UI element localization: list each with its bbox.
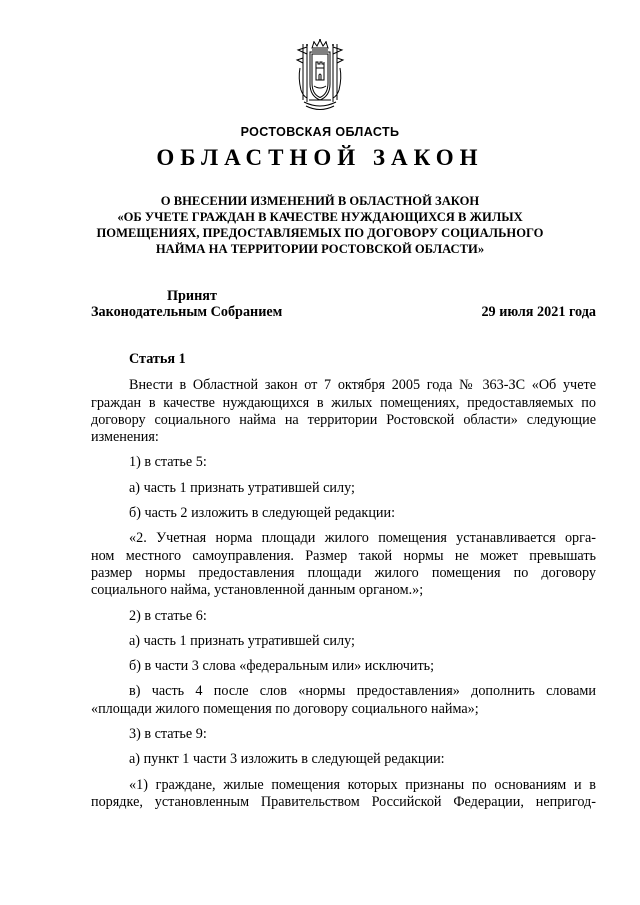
paragraph [91,530,596,599]
paragraph-line: изменения: [91,429,159,446]
adoption-date: 29 июля 2021 года [481,304,596,320]
paragraph: а) часть 1 признать утратившей силу; [129,632,355,649]
paragraph: 1) в статье 5: [129,454,207,471]
coat-of-arms-icon [295,38,345,114]
paragraph: б) в части 3 слова «федеральным или» исключить; [129,658,435,675]
paragraph: а) пункт 1 части 3 изложить в следующей редакции: [129,751,445,768]
law-title-line: О ВНЕСЕНИИ ИЗМЕНЕНИЙ В ОБЛАСТНОЙ ЗАКОН [160,194,480,208]
paragraph: 2) в статье 6: [129,607,207,624]
paragraph-line: граждан в качестве нуждающихся в жилых помещениях, предоставляемых по [91,394,596,411]
law-type-heading: ОБЛАСТНОЙ ЗАКОН [156,145,484,170]
article-body [91,351,596,819]
paragraph: 3) в статье 9: [129,726,207,743]
law-title-line: ПОМЕЩЕНИЯХ, ПРЕДОСТАВЛЯЕМЫХ ПО ДОГОВОРУ СОЦИАЛЬНОГО [96,226,544,240]
paragraph-line: социального найма, установленной данным органом.»; [91,582,424,599]
paragraph-line: «площади жилого помещения по договору социального найма»; [91,700,479,717]
paragraph-line: «2. Учетная норма площади жилого помещения устанавливается орга- [129,530,596,547]
law-title-line: «ОБ УЧЕТЕ ГРАЖДАН В КАЧЕСТВЕ НУЖДАЮЩИХСЯ В ЖИЛЫХ [117,210,523,224]
paragraph [91,377,596,446]
paragraph: б) часть 2 изложить в следующей редакции: [129,505,396,522]
paragraph-line: в) часть 4 после слов «нормы предоставления» дополнить словами [129,683,596,700]
paragraph-line: «1) граждане, жилые помещения которых признаны по основаниям и в [129,776,596,793]
paragraph-line: Внести в Областной закон от 7 октября 2005 года № 363-ЗС «Об учете [129,377,596,394]
region-name: РОСТОВСКАЯ ОБЛАСТЬ [240,125,400,139]
paragraph-line: ном местного самоуправления. Размер такой нормы не может превышать [91,547,596,564]
paragraph [91,777,596,812]
paragraph-line: порядке, установленным Правительством Российской Федерации, непригод- [91,793,596,810]
paragraph-line: договору социального найма на территории Ростовской области» следующие [91,411,596,428]
paragraph: а) часть 1 признать утратившей силу; [129,479,355,496]
adoption-block [91,288,596,322]
article-heading: Статья 1 [129,351,186,367]
law-title [95,193,545,257]
adopted-label: Принят [167,288,217,304]
law-title-line: НАЙМА НА ТЕРРИТОРИИ РОСТОВСКОЙ ОБЛАСТИ» [155,242,485,256]
paragraph [91,683,596,718]
adopting-body: Законодательным Собранием [91,304,283,320]
paragraph-line: размер нормы предоставления площади жилого помещения по договору [91,564,596,581]
